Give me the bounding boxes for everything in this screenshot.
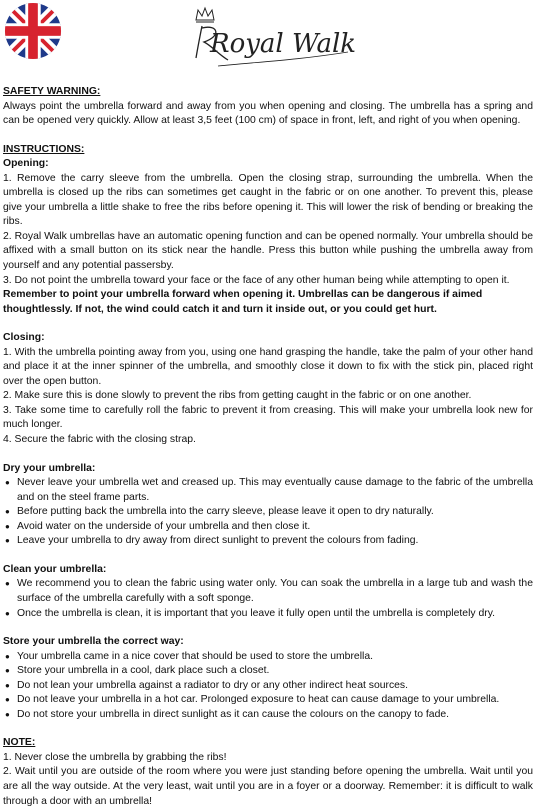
list-item: ● Store your umbrella in a cool, dark place such a closet. <box>3 664 533 679</box>
closing-item: 2. Make sure this is done slowly to prevent the ribs from getting caught in the fabric or on one another. <box>3 390 472 402</box>
list-item: ● We recommend you to clean the fabric using water only. You can soak the umbrella in a large tub and wash the surface of the umbrella carefully with a soft sponge. <box>5 578 533 604</box>
closing-item: 3. Take some time to carefully roll the fabric to prevent it from creasing. This will make your umbrella look new for much longer. <box>3 404 533 431</box>
list-item: ● Do not store your umbrella in direct sunlight as it can cause the colours on the canopy to fade. <box>3 708 533 723</box>
list-item: ● Once the umbrella is clean, it is important that you leave it fully open until the umbrella is completely dry. <box>3 607 533 622</box>
instructions-document <box>3 85 533 809</box>
bullet-icon: ● <box>5 608 10 618</box>
list-item: ● Do not leave your umbrella in a hot car. Prolonged exposure to heat can cause damage to your umbrella. <box>3 693 533 708</box>
opening-item: 1. Remove the carry sleeve from the umbrella. Open the closing strap, surrounding the umbrella. When the umbrella is closed up the ribs can sometimes get caught in the fabric or on one another. To prevent this, please give your umbrella a little shake to free the ribs before opening it. This will lower the risk of bending or breaking the ribs. <box>3 172 533 228</box>
instructions-section <box>3 143 533 318</box>
list-item: ● Avoid water on the underside of your umbrella and then close it. <box>3 520 533 535</box>
logo-text: Royal Walk <box>210 29 357 59</box>
bullet-icon: ● <box>5 680 10 690</box>
list-item: ● Do not lean your umbrella against a radiator to dry or any other indirect heat sources. <box>3 679 533 694</box>
note-section <box>3 736 533 809</box>
list-item: ● Your umbrella came in a nice cover that should be used to store the umbrella. <box>3 650 533 665</box>
royal-walk-logo <box>188 6 358 78</box>
bullet-icon: ● <box>5 666 10 676</box>
note-item: 1. Never close the umbrella by grabbing the ribs! <box>3 751 227 763</box>
bullet-icon: ● <box>5 709 10 719</box>
bullet-icon: ● <box>5 695 10 705</box>
bullet-icon: ● <box>5 651 10 661</box>
closing-item: 4. Secure the fabric with the closing strap. <box>3 434 196 446</box>
clean-section <box>3 563 533 621</box>
closing-title: Closing: <box>3 332 45 344</box>
store-section <box>3 635 533 722</box>
dry-title: Dry your umbrella: <box>3 462 96 474</box>
opening-title: Opening: <box>3 158 49 170</box>
bullet-icon: ● <box>5 579 10 589</box>
clean-title: Clean your umbrella: <box>3 563 107 575</box>
bullet-icon: ● <box>5 521 10 531</box>
safety-text: Always point the umbrella forward and away from you when opening and closing. The umbrella has a spring and can be opened very quickly. Allow at least 3,5 feet (100 cm) of space in front, left, and right of you when opening. <box>3 100 533 127</box>
opening-item: 3. Do not point the umbrella toward your face or the face of any other human being while attempting to open it. <box>3 274 510 286</box>
safety-title: SAFETY WARNING: <box>3 86 101 97</box>
opening-warning: Remember to point your umbrella forward when opening it. Umbrellas can be dangerous if aimed thoughtlessly. If not, the wind could catch it and turn it inside out, or you could get hurt. <box>3 289 483 315</box>
note-item: 2. Wait until you are outside of the room where you were just standing before opening the umbrella. Wait until you are all the way outside. At the very least, wait until you are in a foyer or a doorway. Remember: it is difficult to walk through a door with an umbrella! <box>3 766 533 807</box>
bullet-icon: ● <box>5 507 10 517</box>
bullet-icon: ● <box>5 478 10 488</box>
list-item: ● Before putting back the umbrella into the carry sleeve, please leave it open to dry naturally. <box>3 505 533 520</box>
store-title: Store your umbrella the correct way: <box>3 636 184 648</box>
safety-section <box>3 85 533 129</box>
note-title: NOTE: <box>3 737 36 749</box>
list-item: ● Leave your umbrella to dry away from direct sunlight to prevent the colours from fading. <box>3 534 533 549</box>
closing-section <box>3 331 533 447</box>
closing-item: 1. With the umbrella pointing away from you, using one hand grasping the handle, take the palm of your other hand and place it at the inner spinner of the umbrella, and smoothly close it down to fix with the stick pin, placed right over the open button. <box>3 346 533 387</box>
opening-item: 2. Royal Walk umbrellas have an automatic opening function and can be opened normally. Your umbrella should be affixed with a small button on its stick near the handle. Press this button while pushing the umbrella away from yourself and any potential passersby. <box>3 230 533 272</box>
dry-section <box>3 462 533 549</box>
union-jack-flag-icon <box>4 2 62 60</box>
instructions-title: INSTRUCTIONS: <box>3 143 85 155</box>
list-item: ● Never leave your umbrella wet and creased up. This may eventually cause damage to the fabric of the umbrella and on the steel frame parts. <box>5 477 533 503</box>
crown-icon <box>196 8 214 22</box>
bullet-icon: ● <box>5 536 10 546</box>
